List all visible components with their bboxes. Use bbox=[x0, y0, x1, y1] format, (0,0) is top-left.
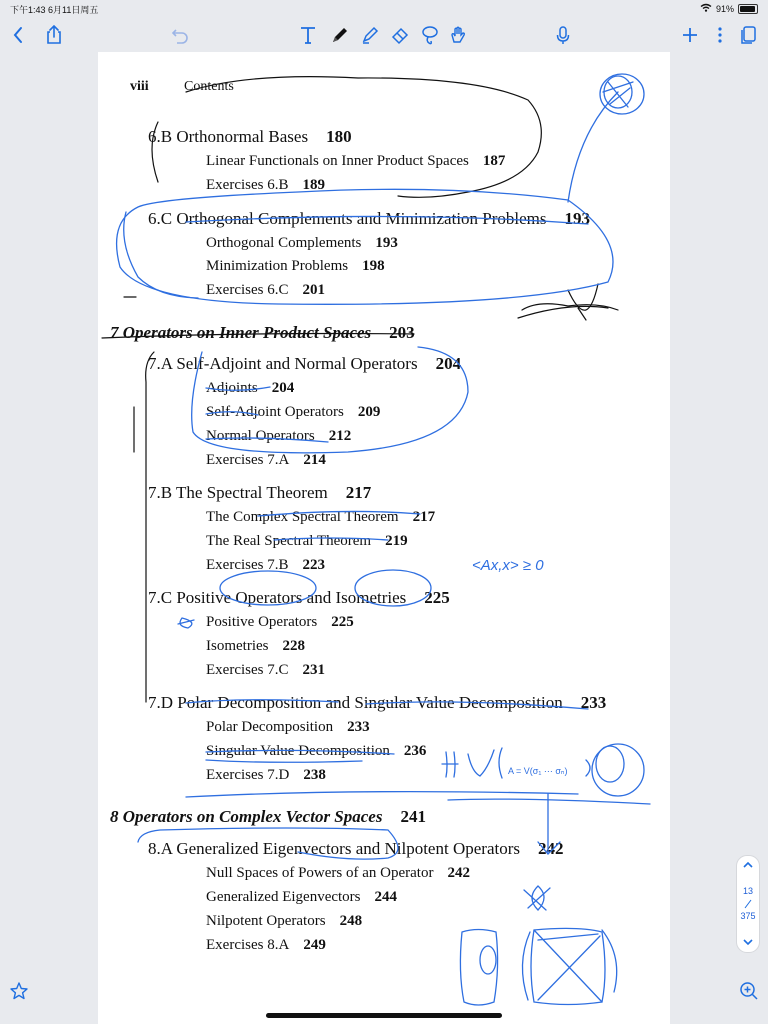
toc-entry[interactable] bbox=[110, 807, 426, 827]
microphone-icon bbox=[556, 25, 570, 45]
toc-entry-label: Isometries bbox=[206, 638, 269, 654]
toc-entry-label: Polar Decomposition bbox=[206, 719, 334, 735]
toc-entry[interactable] bbox=[206, 258, 385, 275]
toc-entry[interactable] bbox=[206, 533, 408, 550]
toc-entry-label: Exercises 7.C bbox=[206, 662, 289, 678]
toc-entry[interactable] bbox=[206, 282, 325, 299]
toc-entry-page: 238 bbox=[303, 767, 326, 783]
toc-entry-page: 242 bbox=[537, 839, 564, 858]
toc-entry-page: 219 bbox=[385, 533, 408, 549]
toc-entry-label: Exercises 6.B bbox=[206, 177, 289, 193]
highlighter-icon bbox=[360, 25, 380, 45]
pages-icon bbox=[739, 25, 757, 45]
toc-entry[interactable] bbox=[148, 839, 563, 859]
toc-entry[interactable] bbox=[206, 509, 435, 526]
toc-entry[interactable] bbox=[206, 614, 354, 631]
chevron-down-icon bbox=[742, 938, 754, 946]
eraser-button[interactable] bbox=[386, 18, 414, 52]
toc-entry-label: 6.C Orthogonal Complements and Minimization Problems bbox=[148, 209, 547, 228]
battery-percent: 91% bbox=[715, 3, 734, 14]
undo-icon bbox=[171, 26, 189, 44]
toc-entry-label: Exercises 6.C bbox=[206, 282, 289, 298]
star-icon bbox=[8, 980, 30, 1002]
favorite-button[interactable] bbox=[8, 980, 30, 1002]
page-number-label: viii bbox=[130, 79, 149, 94]
handwritten-svd: A = V(σ₁ ⋯ σₙ) bbox=[508, 766, 568, 776]
toc-entry-label: Nilpotent Operators bbox=[206, 913, 326, 929]
toc-entry-page: 204 bbox=[271, 380, 295, 396]
document-page[interactable] bbox=[98, 52, 670, 1024]
toc-entry-page: 180 bbox=[326, 127, 352, 146]
toc-entry-label: 7.D Polar Decomposition and Singular Value Decomposition bbox=[148, 693, 563, 712]
toc-entry[interactable] bbox=[206, 743, 426, 760]
toc-entry-page: 231 bbox=[302, 662, 325, 678]
toc-entry[interactable] bbox=[110, 323, 415, 343]
lasso-button[interactable] bbox=[416, 18, 444, 52]
toc-entry-page: 217 bbox=[345, 483, 372, 502]
toc-entry-label: 7.A Self-Adjoint and Normal Operators bbox=[148, 354, 418, 373]
toc-entry[interactable] bbox=[206, 452, 326, 469]
toc-entry-label: The Real Spectral Theorem bbox=[206, 533, 372, 549]
toc-entry-label: 7 Operators on Inner Product Spaces bbox=[110, 323, 372, 342]
chevron-left-icon bbox=[12, 26, 24, 44]
handwritten-inequality: <Ax,x> ≥ 0 bbox=[472, 557, 544, 574]
toc-entry-label: 8 Operators on Complex Vector Spaces bbox=[110, 807, 383, 826]
battery-icon bbox=[738, 4, 758, 14]
toc-entry-page: 189 bbox=[302, 177, 325, 193]
toc-entry-page: 203 bbox=[389, 323, 415, 342]
toc-entry[interactable] bbox=[206, 662, 325, 679]
toc-entry-page: 225 bbox=[424, 588, 450, 607]
toc-entry-label: Null Spaces of Powers of an Operator bbox=[206, 865, 434, 881]
toc-entry-label: Exercises 7.B bbox=[206, 557, 289, 573]
toc-entry-page: 233 bbox=[347, 719, 370, 735]
toc-entry-label: Exercises 7.A bbox=[206, 452, 290, 468]
more-button[interactable] bbox=[706, 18, 734, 52]
toc-entry[interactable] bbox=[148, 127, 352, 147]
text-tool-icon bbox=[299, 25, 317, 45]
toc-entry-label: The Complex Spectral Theorem bbox=[206, 509, 399, 525]
zoom-button[interactable] bbox=[738, 980, 760, 1002]
toc-entry-page: 193 bbox=[375, 235, 398, 251]
pages-button[interactable] bbox=[734, 18, 762, 52]
toc-entry-page: 198 bbox=[362, 258, 385, 274]
toc-entry-page: 214 bbox=[303, 452, 326, 468]
toc-entry-label: Linear Functionals on Inner Product Spaces bbox=[206, 153, 469, 169]
toc-entry[interactable] bbox=[148, 588, 450, 608]
toc-entry-label: 6.B Orthonormal Bases bbox=[148, 127, 309, 146]
toc-entry-page: 217 bbox=[412, 509, 436, 525]
toc-entry[interactable] bbox=[148, 693, 606, 713]
toc-entry-page: 228 bbox=[282, 638, 305, 654]
eraser-icon bbox=[390, 25, 410, 45]
toc-entry-page: 233 bbox=[580, 693, 607, 712]
toc-entry[interactable] bbox=[206, 638, 305, 655]
toc-entry-page: 209 bbox=[357, 404, 381, 420]
plus-icon bbox=[681, 26, 699, 44]
toc-entry[interactable] bbox=[206, 937, 326, 954]
page-indicator[interactable] bbox=[736, 855, 760, 953]
status-bar bbox=[0, 0, 768, 18]
toc-entry-label: Exercises 8.A bbox=[206, 937, 290, 953]
toc-entry[interactable] bbox=[206, 719, 370, 736]
toc-entry[interactable] bbox=[206, 177, 325, 194]
table-of-contents bbox=[98, 52, 670, 1024]
current-page: 13 bbox=[742, 886, 753, 896]
toc-entry-label: Orthogonal Complements bbox=[206, 235, 362, 251]
toc-entry[interactable] bbox=[148, 354, 461, 374]
toc-entry-label: Normal Operators bbox=[206, 428, 315, 444]
toc-entry[interactable] bbox=[206, 913, 362, 930]
back-button[interactable] bbox=[4, 18, 32, 52]
status-time: 下午1:43 6月11日周五 bbox=[10, 5, 99, 15]
pen-icon bbox=[330, 25, 350, 45]
toc-entry-label: Adjoints bbox=[206, 380, 258, 396]
toc-entry-label: Positive Operators bbox=[206, 614, 318, 630]
toc-entry[interactable] bbox=[206, 889, 397, 906]
wifi-icon bbox=[700, 3, 712, 14]
toc-entry[interactable] bbox=[206, 404, 380, 421]
chevron-up-icon bbox=[742, 861, 754, 869]
toc-entry[interactable] bbox=[148, 483, 371, 503]
battery-fill bbox=[740, 6, 755, 12]
toc-entry-page: 204 bbox=[435, 354, 462, 373]
toc-entry-label: Minimization Problems bbox=[206, 258, 349, 274]
hand-tool-icon bbox=[448, 25, 468, 45]
slash-icon bbox=[743, 899, 753, 909]
toc-entry[interactable] bbox=[206, 428, 351, 445]
toc-entry[interactable] bbox=[206, 865, 470, 882]
toc-entry[interactable] bbox=[206, 153, 505, 170]
toc-entry-page: 223 bbox=[302, 557, 325, 573]
zoom-in-icon bbox=[738, 980, 760, 1002]
toc-entry-label: Exercises 7.D bbox=[206, 767, 290, 783]
toc-entry[interactable] bbox=[148, 209, 590, 229]
share-button[interactable] bbox=[40, 18, 68, 52]
toc-entry-label: Generalized Eigenvectors bbox=[206, 889, 361, 905]
microphone-button[interactable] bbox=[549, 18, 577, 52]
toc-entry-page: 249 bbox=[303, 937, 326, 953]
home-indicator[interactable] bbox=[266, 1013, 502, 1018]
toc-entry-label: Singular Value Decomposition bbox=[206, 743, 390, 759]
toc-entry-page: 241 bbox=[400, 807, 426, 826]
toc-entry[interactable] bbox=[206, 380, 294, 397]
total-pages: 375 bbox=[740, 911, 756, 921]
toc-entry[interactable] bbox=[206, 767, 326, 784]
toc-entry-page: 244 bbox=[374, 889, 398, 905]
toc-entry[interactable] bbox=[206, 235, 398, 252]
lasso-icon bbox=[420, 24, 440, 46]
toc-entry-label: Self-Adjoint Operators bbox=[206, 404, 344, 420]
page-title: Contents bbox=[184, 79, 234, 94]
hand-tool-button[interactable] bbox=[444, 18, 472, 52]
toolbar bbox=[0, 18, 768, 52]
more-icon bbox=[717, 26, 723, 44]
toc-entry-label: 8.A Generalized Eigenvectors and Nilpotent Operators bbox=[148, 839, 520, 858]
pen-button[interactable] bbox=[326, 18, 354, 52]
toc-entry-page: 248 bbox=[339, 913, 363, 929]
toc-entry-page: 212 bbox=[328, 428, 352, 444]
add-button[interactable] bbox=[676, 18, 704, 52]
highlighter-button[interactable] bbox=[356, 18, 384, 52]
toc-entry-page: 187 bbox=[482, 153, 506, 169]
share-icon bbox=[45, 25, 63, 45]
undo-button[interactable] bbox=[166, 18, 194, 52]
toc-entry-label: 7.C Positive Operators and Isometries bbox=[148, 588, 407, 607]
toc-entry-page: 201 bbox=[302, 282, 325, 298]
toc-entry[interactable] bbox=[206, 557, 325, 574]
toc-entry-label: 7.B The Spectral Theorem bbox=[148, 483, 328, 502]
toc-entry-page: 242 bbox=[447, 865, 470, 881]
toc-entry-page: 193 bbox=[564, 209, 591, 228]
toc-entry-page: 236 bbox=[403, 743, 427, 759]
text-tool-button[interactable] bbox=[294, 18, 322, 52]
toc-entry-page: 225 bbox=[331, 614, 354, 630]
status-right bbox=[700, 3, 758, 14]
